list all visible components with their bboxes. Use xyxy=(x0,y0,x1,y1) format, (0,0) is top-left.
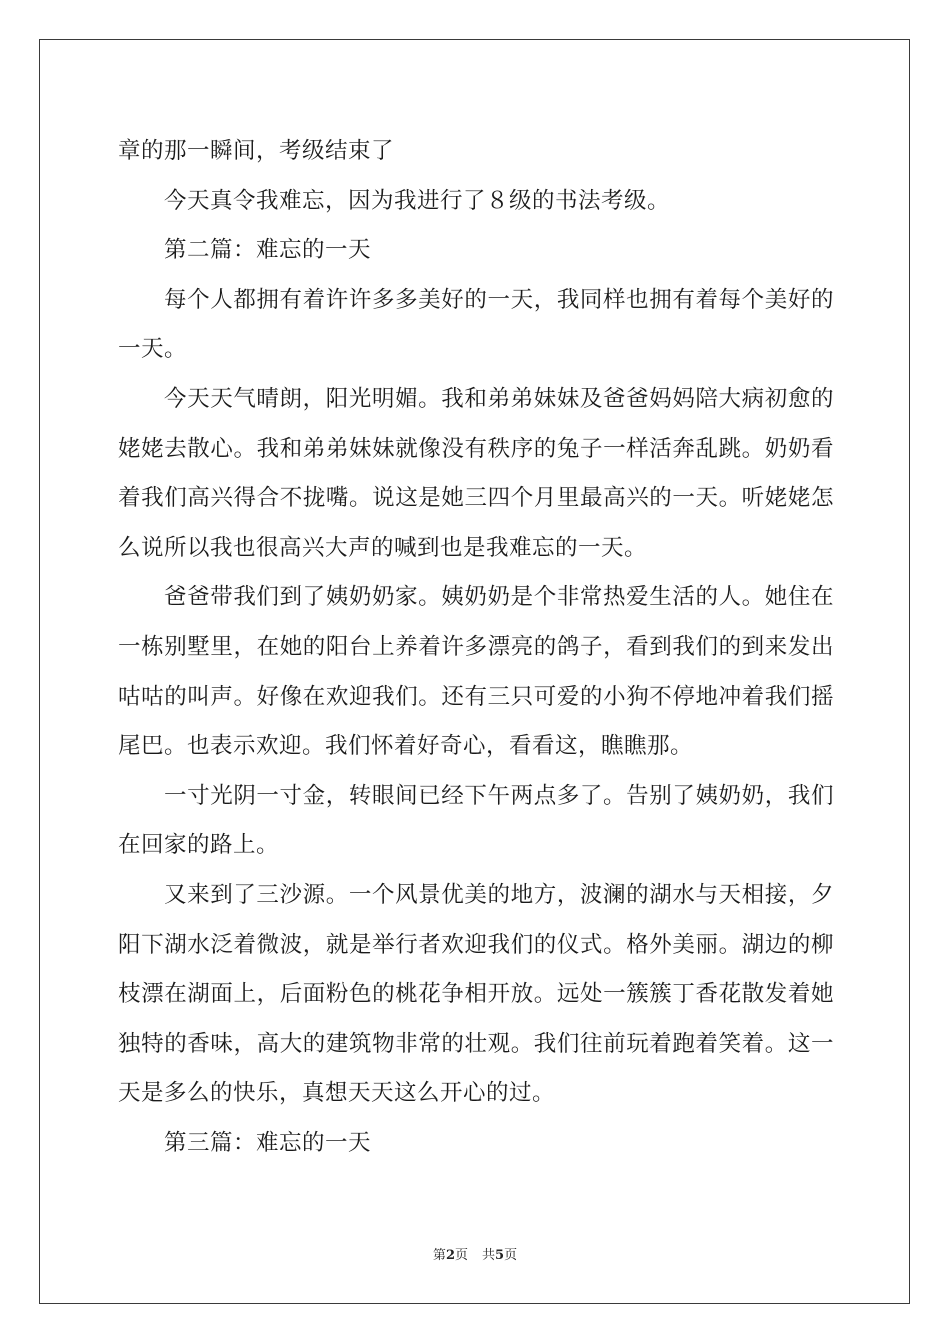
total-pages: 5 xyxy=(495,1248,505,1263)
document-body xyxy=(118,127,834,1168)
page-number: 2 xyxy=(445,1248,455,1263)
paragraph-5: 爸爸带我们到了姨奶奶家。姨奶奶是个非常热爱生活的人。她住在一栋别墅里，在她的阳台上养着许多漂亮的鸽子，看到我们的到来发出咕咕的叫声。好像在欢迎我们。还有三只可爱的小狗不停地冲着我们摇尾巴。也表示欢迎。我们怀着好奇心，看看这，瞧瞧那。 xyxy=(118,584,834,760)
page-suffix: 页 xyxy=(454,1248,468,1263)
section-heading-3: 第三篇：难忘的一天 xyxy=(164,1129,372,1156)
section-heading-2: 第二篇：难忘的一天 xyxy=(164,237,372,264)
page-footer xyxy=(0,1247,950,1265)
paragraph-6: 一寸光阴一寸金，转眼间已经下午两点多了。告别了姨奶奶，我们在回家的路上。 xyxy=(118,782,834,859)
page-prefix: 第 xyxy=(432,1248,446,1263)
paragraph-7: 又来到了三沙源。一个风景优美的地方，波澜的湖水与天相接，夕阳下湖水泛着微波，就是举行者欢迎我们的仪式。格外美丽。湖边的柳枝漂在湖面上，后面粉色的桃花争相开放。远处一簇簇丁香花散发着她独特的香味，高大的建筑物非常的壮观。我们往前玩着跑着笑着。这一天是多么的快乐，真想天天这么开心的过。 xyxy=(118,881,834,1107)
paragraph-4: 今天天气晴朗，阳光明媚。我和弟弟妹妹及爸爸妈妈陪大病初愈的姥姥去散心。我和弟弟妹妹就像没有秩序的兔子一样活奔乱跳。奶奶看着我们高兴得合不拢嘴。说这是她三四个月里最高兴的一天。听姥姥怎么说所以我也很高兴大声的喊到也是我难忘的一天。 xyxy=(118,385,834,561)
total-suffix: 页 xyxy=(504,1248,518,1263)
paragraph-3: 每个人都拥有着许许多多美好的一天，我同样也拥有着每个美好的一天。 xyxy=(118,286,834,363)
total-prefix: 共 xyxy=(482,1248,496,1263)
paragraph-2: 今天真令我难忘，因为我进行了８级的书法考级。 xyxy=(164,187,671,214)
paragraph-1: 章的那一瞬间，考级结束了 xyxy=(118,138,395,164)
